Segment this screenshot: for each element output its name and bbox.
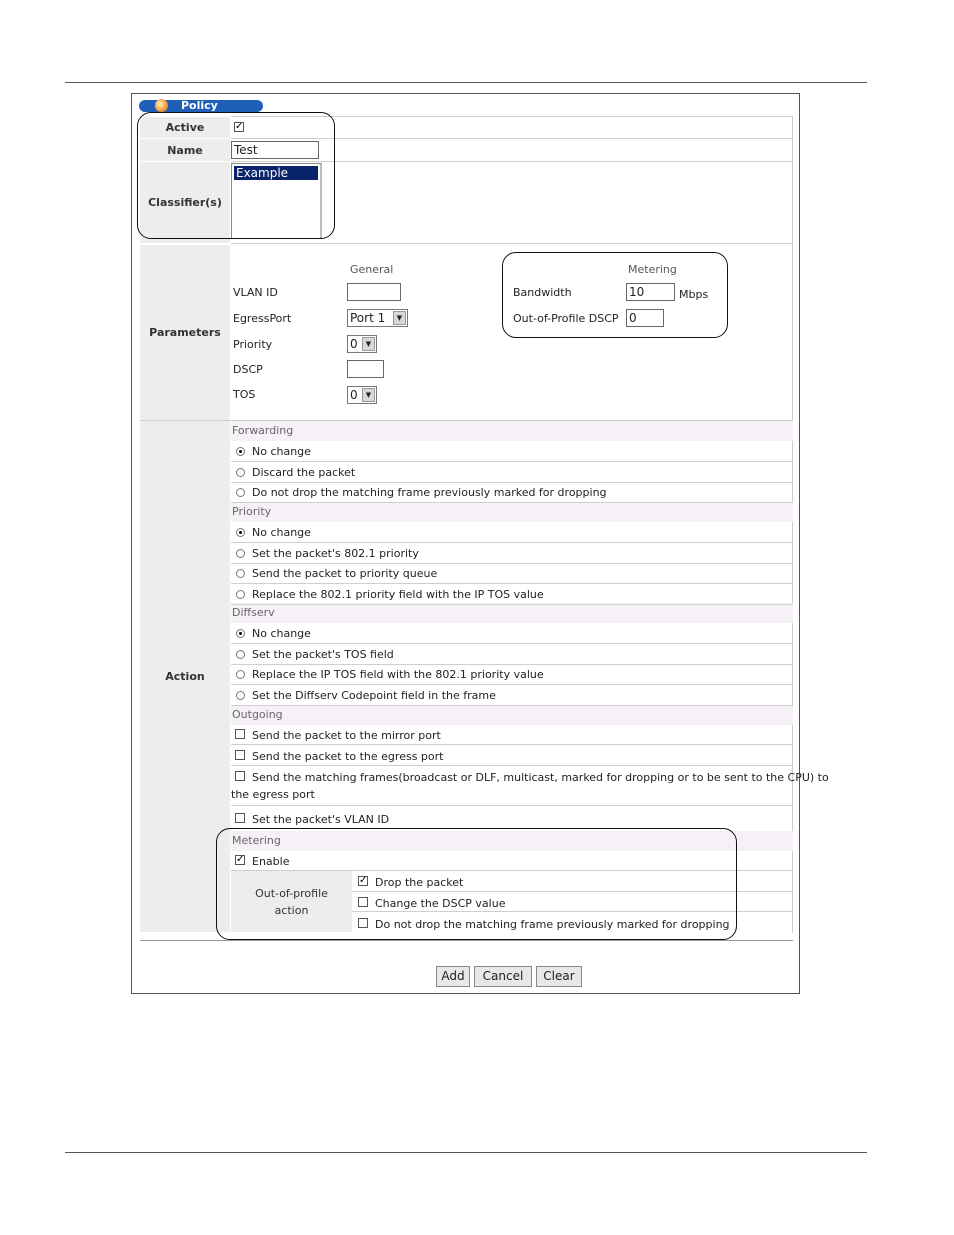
- priority-label: Priority: [233, 338, 273, 351]
- diffserv-heading: Diffserv: [231, 603, 793, 623]
- row-divider: [231, 542, 793, 543]
- add-button[interactable]: Add: [436, 966, 470, 987]
- general-heading: General: [350, 263, 394, 276]
- forwarding-option-label: Do not drop the matching frame previously marked for dropping: [252, 486, 607, 499]
- label-name: Name: [140, 139, 230, 161]
- dscp-label: DSCP: [233, 363, 263, 376]
- footer-rule: [65, 1152, 867, 1153]
- outgoing-heading: Outgoing: [231, 705, 793, 725]
- drop-packet-label: Drop the packet: [375, 876, 464, 889]
- change-dscp-label: Change the DSCP value: [375, 897, 506, 910]
- egress-checkbox[interactable]: [235, 750, 245, 760]
- classifier-option-example[interactable]: Example: [234, 166, 318, 180]
- row-divider: [231, 583, 793, 584]
- metering-enable-checkbox[interactable]: ✓: [236, 854, 245, 865]
- priority-option-label: Set the packet's 802.1 priority: [252, 546, 419, 560]
- egress-port-label: EgressPort: [233, 312, 292, 325]
- matching-frames-checkbox[interactable]: [235, 771, 245, 781]
- diffserv-option-label: No change: [252, 627, 311, 640]
- oop-dscp-label: Out-of-Profile DSCP: [513, 312, 619, 325]
- vlan-label: Set the packet's VLAN ID: [252, 813, 390, 826]
- row-divider: [140, 940, 793, 941]
- row-divider: [231, 563, 793, 564]
- bandwidth-unit: Mbps: [679, 288, 709, 301]
- no-drop-label: Do not drop the matching frame previously marked for dropping: [375, 918, 730, 931]
- priority-radio-0[interactable]: [236, 528, 245, 537]
- diffserv-option-label: Set the packet's TOS field: [252, 647, 394, 661]
- egress-port-select[interactable]: [347, 309, 408, 327]
- diffserv-radio-1[interactable]: [236, 650, 245, 659]
- priority-radio-3[interactable]: [236, 590, 245, 599]
- egress-label: Send the packet to the egress port: [252, 750, 444, 763]
- callout-top: [137, 112, 335, 239]
- label-parameters: Parameters: [140, 245, 230, 420]
- header-rule: [65, 82, 867, 83]
- drop-packet-checkbox[interactable]: ✓: [359, 875, 368, 886]
- chevron-down-icon[interactable]: ▼: [393, 311, 406, 325]
- row-divider: [231, 705, 793, 706]
- chevron-down-icon[interactable]: ▼: [362, 388, 375, 402]
- oop-action-label-line1: Out-of-profile: [255, 887, 328, 900]
- bandwidth-input[interactable]: 10: [626, 283, 675, 301]
- row-divider: [231, 684, 793, 685]
- chevron-down-icon[interactable]: ▼: [362, 337, 375, 351]
- row-divider: [231, 765, 793, 766]
- bandwidth-label: Bandwidth: [513, 286, 572, 299]
- name-input[interactable]: Test: [231, 141, 319, 159]
- row-divider: [231, 805, 793, 806]
- policy-banner: [139, 100, 263, 112]
- priority-heading: Priority: [231, 502, 793, 522]
- metering-action-heading: Metering: [231, 831, 793, 851]
- label-active: Active: [140, 117, 230, 138]
- label-action: Action: [140, 421, 230, 932]
- vlan-id-input[interactable]: [347, 283, 401, 301]
- forwarding-option-label: Discard the packet: [252, 465, 356, 479]
- priority-value: 0: [350, 337, 358, 351]
- priority-option-label: Replace the 802.1 priority field with the IP TOS value: [252, 587, 544, 601]
- row-divider: [231, 482, 793, 483]
- priority-option-label: No change: [252, 526, 311, 539]
- mirror-label: Send the packet to the mirror port: [252, 729, 441, 742]
- row-divider: [231, 243, 793, 244]
- forwarding-option-label: No change: [252, 445, 311, 458]
- col-divider: [792, 116, 793, 933]
- active-checkbox[interactable]: ✓: [235, 121, 244, 132]
- banner-title: Policy: [181, 99, 218, 112]
- row-divider: [231, 744, 793, 745]
- row-divider: [231, 643, 793, 644]
- diffserv-option-label: Set the Diffserv Codepoint field in the frame: [252, 688, 496, 702]
- metering-heading: Metering: [628, 263, 677, 276]
- mirror-checkbox[interactable]: [235, 729, 245, 739]
- forwarding-radio-2[interactable]: [236, 488, 245, 497]
- forwarding-heading: Forwarding: [231, 421, 793, 441]
- cancel-button[interactable]: Cancel: [474, 966, 532, 987]
- callout-action-metering: [216, 828, 737, 940]
- forwarding-radio-1[interactable]: [236, 468, 245, 477]
- callout-metering: [502, 252, 728, 338]
- vlan-id-label: VLAN ID: [233, 286, 278, 299]
- row-divider: [231, 664, 793, 665]
- clear-button[interactable]: Clear: [536, 966, 582, 987]
- tos-select[interactable]: [347, 386, 377, 404]
- label-classifiers: Classifier(s): [140, 162, 230, 243]
- oop-action-label-line2: action: [274, 904, 309, 917]
- diffserv-option-label: Replace the IP TOS field with the 802.1 priority value: [252, 668, 544, 681]
- priority-radio-2[interactable]: [236, 569, 245, 578]
- metering-enable-label: Enable: [252, 855, 290, 868]
- row-divider: [231, 502, 793, 503]
- orb-icon: [155, 99, 168, 112]
- row-divider: [231, 461, 793, 462]
- row-divider: [231, 604, 793, 605]
- dscp-input[interactable]: [347, 360, 384, 378]
- priority-option-label: Send the packet to priority queue: [252, 567, 438, 580]
- forwarding-radio-0[interactable]: [236, 447, 245, 456]
- tos-label: TOS: [233, 388, 256, 401]
- oop-dscp-input[interactable]: 0: [626, 309, 664, 327]
- matching-frames-label-line1: Send the matching frames(broadcast or DLF, multicast, marked for dropping or to be sent to the CPU) to: [252, 771, 829, 784]
- vlan-checkbox[interactable]: [235, 813, 245, 823]
- priority-radio-1[interactable]: [236, 549, 245, 558]
- diffserv-radio-2[interactable]: [236, 670, 245, 679]
- tos-value: 0: [350, 388, 358, 402]
- priority-select[interactable]: [347, 335, 377, 353]
- diffserv-radio-0[interactable]: [236, 629, 245, 638]
- matching-frames-label-line2: the egress port: [231, 788, 315, 801]
- egress-port-value: Port 1: [350, 311, 386, 325]
- diffserv-radio-3[interactable]: [236, 691, 245, 700]
